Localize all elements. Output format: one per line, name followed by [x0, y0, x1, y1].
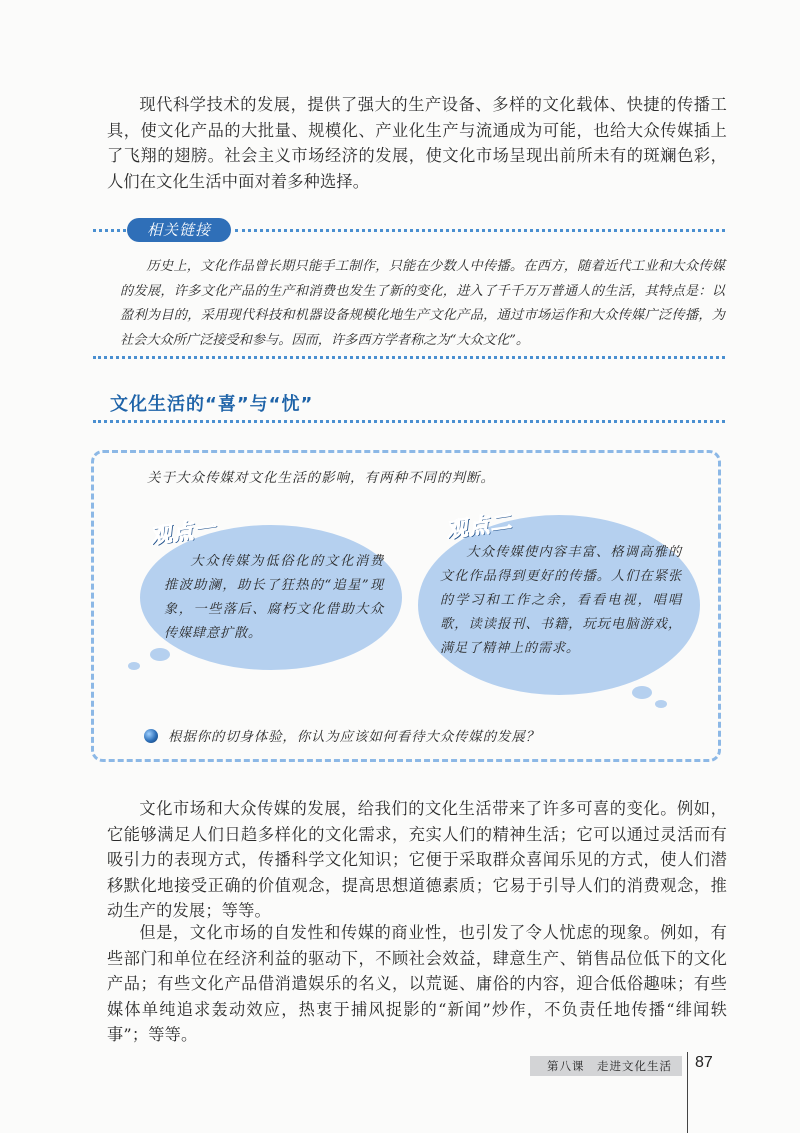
related-link-badge: 相关链接 [127, 218, 231, 242]
related-link-text: 历史上，文化作品曾长期只能手工制作，只能在少数人中传播。在西方，随着近代工业和大众传媒的发展，许多文化产品的生产和消费也发生了新的变化，进入了千千万万普通人的生活，其特点是：以盈利为目的，采用现代科技和机器设备规模化地生产文化产品，通过市场运作和大众传媒广泛传播，为社会大众所广泛接受和参与。因而，许多西方学者称之为“大众文化”。 [120, 259, 725, 348]
viewpoint-two-text: 大众传媒使内容丰富、格调高雅的文化作品得到更好的传播。人们在紧张的学习和工作之余，看看电视，唱唱歌，读读报刊、书籍，玩玩电脑游戏，满足了精神上的需求。 [440, 545, 682, 656]
viewpoint-two-bubble-puff-small [655, 700, 667, 708]
footer-lesson-label: 第八课 走进文化生活 [547, 1059, 672, 1073]
intro-paragraph: 现代科学技术的发展，提供了强大的生产设备、多样的文化载体、快捷的传播工具，使文化产品的大批量、规模化、产业化生产与流通成为可能，也给大众传媒插上了飞翔的翅膀。社会主义市场经济的发展，使文化市场呈现出前所未有的斑斓色彩，人们在文化生活中面对着多种选择。 [107, 95, 727, 191]
related-link-dotted-line-right [235, 229, 725, 232]
body-paragraph-1: 文化市场和大众传媒的发展，给我们的文化生活带来了许多可喜的变化。例如，它能够满足人们日趋多样化的文化需求，充实人们的精神生活；它可以通过灵活而有吸引力的表现方式，传播科学文化知识；它便于采取群众喜闻乐见的方式，使人们潜移默化地接受正确的价值观念，提高思想道德素质；它易于引导人们的消费观念，推动生产的发展；等等。 [107, 799, 727, 920]
viewpoint-one-text: 大众传媒为低俗化的文化消费推波助澜，助长了狂热的“追星”现象，一些落后、腐朽文化借助大众传媒肆意扩散。 [164, 554, 384, 641]
viewpoint-two-title: 观点二 [444, 509, 514, 543]
viewpoint-two-bubble-puff-large [632, 686, 652, 699]
viewpoint-one-bubble-puff-small [128, 662, 140, 670]
page-number: 87 [695, 1054, 713, 1071]
viewpoint-one-bubble-puff-large [150, 648, 170, 661]
blue-sphere-icon [144, 729, 158, 743]
body-paragraph-2: 但是，文化市场的自发性和传媒的商业性，也引发了令人忧虑的现象。例如，有些部门和单位在经济利益的驱动下，不顾社会效益，肆意生产、销售品位低下的文化产品；有些文化产品借消遣娱乐的名义，以荒诞、庸俗的内容，迎合低俗趣味；有些媒体单纯追求轰动效应，热衷于捕风捉影的“新闻”炒作，不负责任地传播“绯闻轶事”；等等。 [107, 923, 727, 1044]
section-title-underline [93, 420, 725, 423]
related-link-dotted-line-left [93, 229, 126, 232]
viewpoint-one-title: 观点一 [148, 515, 218, 549]
activity-question: 根据你的切身体验，你认为应该如何看待大众传媒的发展？ [168, 729, 540, 745]
related-link-dotted-line-bottom [93, 356, 725, 359]
activity-prompt: 关于大众传媒对文化生活的影响，有两种不同的判断。 [147, 470, 495, 486]
section-title: 文化生活的“喜”与“忧” [110, 394, 314, 415]
footer-vertical-rule [687, 1052, 688, 1133]
